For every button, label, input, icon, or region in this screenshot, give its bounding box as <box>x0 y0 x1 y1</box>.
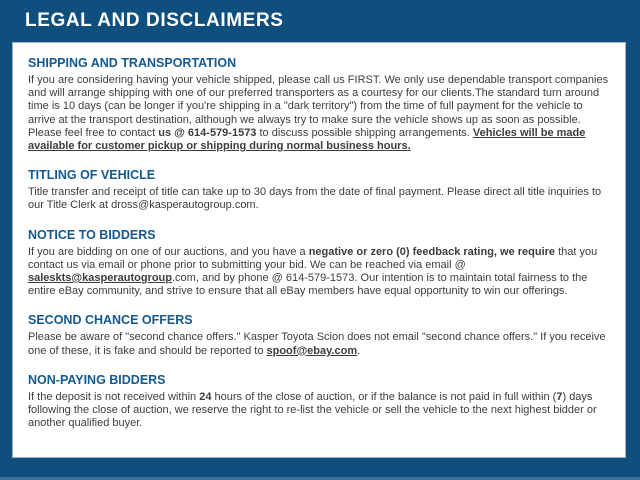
text-run: If you are bidding on one of our auctions, and you have a <box>28 245 309 258</box>
section-heading: NOTICE TO BIDDERS <box>28 227 156 242</box>
header-bar <box>0 0 640 42</box>
section-heading: SHIPPING AND TRANSPORTATION <box>28 56 237 70</box>
legal-section-non-paying-bidders <box>28 373 611 431</box>
text-run: negative or zero (0) feedback rating, we require <box>308 245 556 258</box>
section-paragraph <box>28 74 611 153</box>
text-run: that you contact us via email or phone prior to submitting your bid. We can be reached via email @ <box>28 245 598 271</box>
section-paragraph <box>28 186 611 212</box>
legal-section-shipping-and-transportation <box>28 56 611 153</box>
page-title: LEGAL AND DISCLAIMERS <box>25 10 284 31</box>
legal-section-second-chance-offers <box>28 313 611 357</box>
text-run: If the deposit is not received within <box>28 390 200 403</box>
legal-section-notice-to-bidders <box>28 228 611 299</box>
section-heading: TITLING OF VEHICLE <box>28 168 156 183</box>
email-link[interactable]: saleskts@kasperautogroup <box>28 272 172 285</box>
legal-content-panel <box>12 42 626 458</box>
text-run: us @ 614-579-1573 <box>158 126 257 139</box>
text-run: If you are considering having your vehicle shipped, please call us FIRST. We only use dependable transport companies and will arrange shipping with one of our preferred transporters as a courtesy for our clients.The standard turn around time is 10 days (can be longer if you're shipping in a "dark territory") from the time of full payment for the vehicle to arrive at the transport destination, although we always try to make sure the vehicle shows up as soon as possible. Please feel free to contact <box>28 74 609 139</box>
email-link[interactable]: spoof@ebay.com <box>266 344 358 357</box>
section-heading: SECOND CHANCE OFFERS <box>28 313 193 328</box>
text-run: to discuss possible shipping arrangements. <box>256 126 473 139</box>
text-run: .com, and by phone @ 614-579-1573. Our intention is to maintain total fairness to the entire eBay community, and strive to ensure that all eBay members have equal opportunity to win our offerings. <box>28 272 588 298</box>
section-heading: NON-PAYING BIDDERS <box>28 372 166 387</box>
legal-section-titling-of-vehicle <box>28 168 611 212</box>
text-run: ) days following the close of auction, we reserve the right to re-list the vehicle or sell the vehicle to the next highest bidder or another qualified buyer. <box>28 390 597 430</box>
section-paragraph <box>28 246 611 299</box>
text-run: hours of the close of auction, or if the balance is not paid in full within ( <box>211 390 557 403</box>
text-run: Title transfer and receipt of title can take up to 30 days from the date of final payment. Please direct all title inquiries to our Title Clerk at dross@kasperautogroup.com. <box>28 186 602 212</box>
text-run: . <box>357 344 361 357</box>
text-run: Vehicles will be made available for customer pickup or shipping during normal business hours. <box>28 126 586 153</box>
legal-sections <box>28 56 611 430</box>
section-paragraph <box>28 331 611 357</box>
text-run: 24 <box>199 390 212 403</box>
section-paragraph <box>28 391 611 431</box>
text-run: 7 <box>556 390 563 403</box>
text-run: Please be aware of "second chance offers." Kasper Toyota Scion does not email "second chance offers." If you receive one of these, it is fake and should be reported to <box>28 331 606 357</box>
